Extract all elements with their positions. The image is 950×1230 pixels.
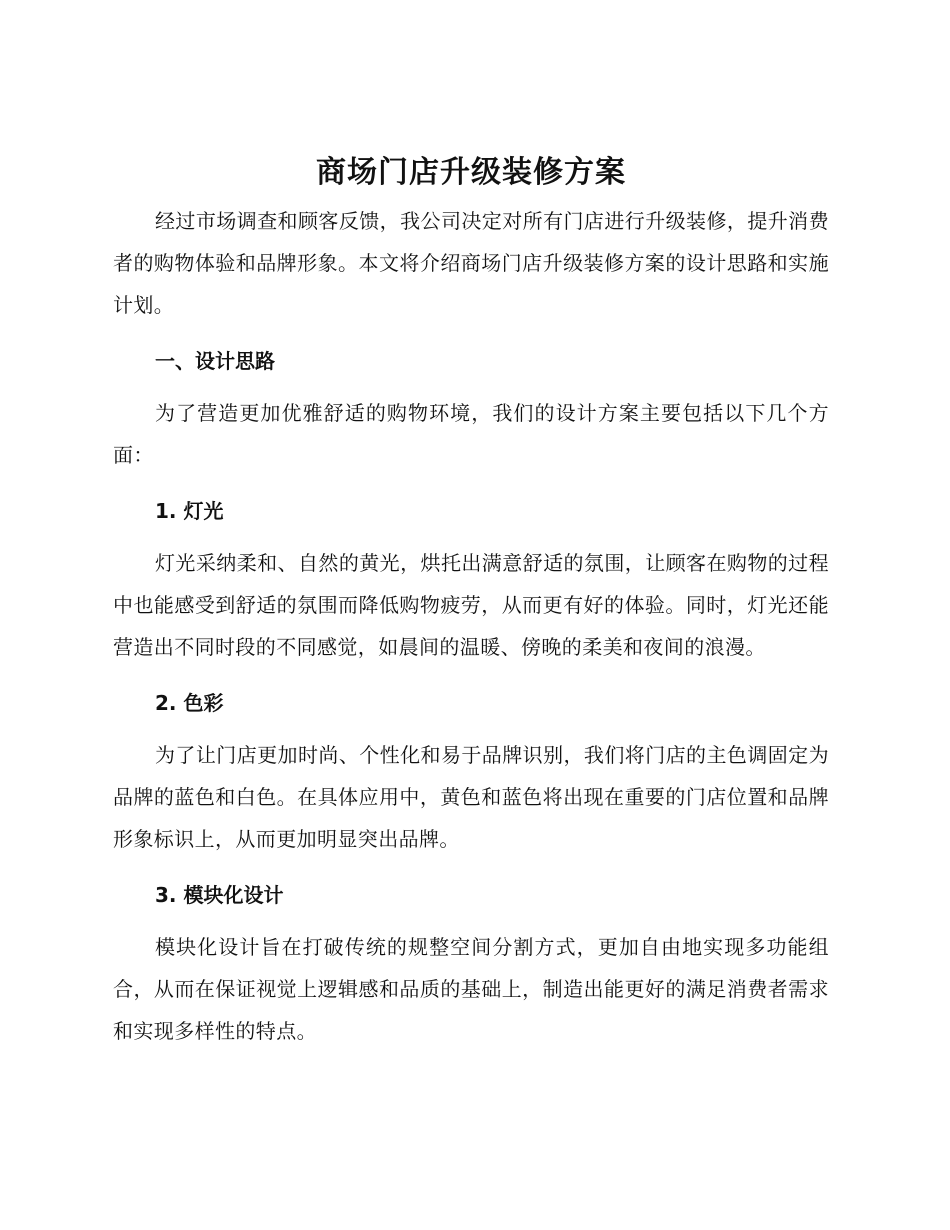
spacer xyxy=(113,532,829,542)
subheading-modular-design: 3. 模块化设计 xyxy=(155,883,284,907)
spacer xyxy=(113,860,829,874)
spacer xyxy=(113,326,829,340)
section-intro-paragraph: 为了营造更加优雅舒适的购物环境，我们的设计方案主要包括以下几个方面： xyxy=(113,401,829,467)
spacer xyxy=(113,382,829,392)
subheading-color: 2. 色彩 xyxy=(155,691,224,715)
subheading-lighting: 1. 灯光 xyxy=(155,499,224,523)
document-body xyxy=(113,150,829,1052)
section-heading-design-approach: 一、设计思路 xyxy=(155,349,275,373)
spacer xyxy=(113,476,829,490)
spacer xyxy=(113,724,829,734)
paragraph-modular-design: 模块化设计旨在打破传统的规整空间分割方式，更加自由地实现多功能组合，从而在保证视觉上逻辑感和品质的基础上，制造出能更好的满足消费者需求和实现多样性的特点。 xyxy=(113,935,829,1043)
paragraph-lighting: 灯光采纳柔和、自然的黄光，烘托出满意舒适的氛围，让顾客在购物的过程中也能感受到舒适的氛围而降低购物疲劳，从而更有好的体验。同时，灯光还能营造出不同时段的不同感觉，如晨间的温暖、傍晚的柔美和夜间的浪漫。 xyxy=(113,551,829,659)
intro-paragraph: 经过市场调查和顾客反馈，我公司决定对所有门店进行升级装修，提升消费者的购物体验和品牌形象。本文将介绍商场门店升级装修方案的设计思路和实施计划。 xyxy=(113,209,829,317)
document-title: 商场门店升级装修方案 xyxy=(316,155,626,190)
spacer xyxy=(113,668,829,682)
spacer xyxy=(113,916,829,926)
paragraph-color: 为了让门店更加时尚、个性化和易于品牌识别，我们将门店的主色调固定为品牌的蓝色和白色。在具体应用中，黄色和蓝色将出现在重要的门店位置和品牌形象标识上，从而更加明显突出品牌。 xyxy=(113,743,829,851)
